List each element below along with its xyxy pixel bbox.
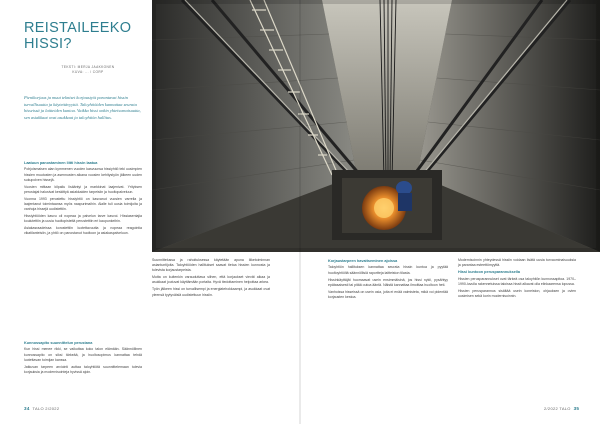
body-paragraph: Mutta on kuitenkin varauduttava siihen, että korjaukset vievät aikaa ja asukkaat joutuvat käyttämään portaita. Hyvä tiedottaminen helpottaa arkea. (152, 275, 270, 285)
folio-label: TALO 2/2022 (32, 406, 60, 411)
headline-line-2: HISSI? (24, 36, 72, 52)
body-paragraph: Hissien perusparannus sisältää usein koneiston, ohjauksen ja ovien uusimisen sekä korin modernisoinnin. (458, 288, 576, 298)
article-credits (40, 65, 136, 75)
elevator-shaft-photo (152, 0, 600, 252)
folio-right (544, 406, 579, 411)
right-column-2 (458, 258, 576, 301)
credits-photo: KUVA: ... / CORP (72, 70, 104, 74)
left-column-2 (24, 340, 142, 377)
credits-text: TEKSTI: MERJA JAAKKONEN (61, 65, 115, 69)
body-paragraph: Taloyhtiön hallituksen kannattaa seurata hissin kuntoa ja pyytää huoltoyhtiöltä säännöllisiä raportteja laitteiston tilasta. (328, 265, 448, 275)
headline-line-1: REISTAILEEKO (24, 20, 132, 36)
body-paragraph: Vuosien mittaan kilpailu lisääntyi ja markkinat laajenivat. Yrityksen perustajat halusivat keskittyä asiakkaiden tarpeisiin ja huoltopalveluun. (24, 184, 142, 194)
article-headline (24, 20, 134, 52)
left-column-1 (24, 160, 142, 239)
section-heading: Laatuun panostaminen liitti hissin laatua (24, 161, 98, 165)
folio-label: 2/2022 TALO (544, 406, 571, 411)
body-paragraph: Modernisoinnin yhteydessä hissiin voidaan lisätä uusia turvaominaisuuksia ja parantaa esteettömyyttä. (458, 258, 576, 268)
section-heading: Korjaustarpeen havaitseminen ajoissa (328, 259, 398, 263)
article-lead: Pienikorjaus ja muut tekniset korjaustyöt parantavat hissin turvallisuutta ja käytettävyyttä. Taloyhtiöiden kannattaa seurata hisseissä ja laitteiden kuntoa. Vaikka hissi onkin yhteisomaisuutta, sen asiakkaat ovat asukkaat ja taloyhtiön hallitus. (24, 95, 141, 120)
page-number: 34 (24, 406, 30, 411)
body-paragraph: Jatkuvan tarpeen arviointi auttaa taloyhtiötä suunnittelemaan tulevia korjauksia ja modernisointeja hyvissä ajoin. (24, 364, 142, 374)
body-paragraph: Työn jälkeen hissi on turvallisempi ja energiatehokkaampi, ja asukkaat ovat yleensä tyytyväisiä uudistettuun hissiin. (152, 287, 270, 297)
section-heading: Hissi kuntoon perusparannuksella (458, 270, 521, 275)
body-paragraph: Hissinkäyttäjät huomaavat usein ensimmäisinä, jos hissi nykii, pysähtyy epätasaisesti tai pitää outoa ääntä. Näistä kannattaa ilmoittaa huoltoon heti. (328, 277, 448, 287)
page-number: 35 (573, 406, 580, 411)
folio-left (24, 406, 59, 411)
body-paragraph: Kun hissi menee rikki, se vaikuttaa koko talon elämään. Säännöllinen kunnossapito on siksi tärkeää, ja huoltosopimus kannattaa tehdä luotettavan toimijan kanssa. (24, 347, 142, 362)
right-column-1 (328, 258, 448, 302)
body-paragraph: Hissien perusparannukset ovat tärkeä osa taloyhtiön kunnossapitoa. 1970–1990-luvulla rakennetuissa taloissa hissit alkavat olla elinkaarensa lopussa. (458, 276, 576, 286)
section-heading: Kunnossapito suunnittelun perustana (24, 341, 93, 345)
body-paragraph: Suunnittelussa ja rahoituksessa käytetään apuna liiketoiminnan asiantuntijoita. Taloyhtiöiden hallitukset saavat tietoa hissien kunnosta ja tulevista korjaustarpeista. (152, 258, 270, 273)
body-paragraph: Vuonna 1993 perustettu hissiyhtiö on kasvanut vuosien varrella ja laajentanut toimintaansa myös naapurimaihin. Alalle tuli uusia toimijoita ja vanhoja hissejä uudistettiin. (24, 196, 142, 212)
body-paragraph: Asiakasraadeissa korostettiin luotettavuutta ja nopeaa reagointia vikatilanteisiin, ja yhtiö on panostanut huoltoon ja asiakaspalveluun. (24, 226, 142, 236)
body-paragraph: Pohjoismaisen alan kymmenen vuoden kasvuunsa hissiyhtiö teki uusimpien hissien muutosten ja asennusten aikana vuosien kehitystyön jälkeen uuden sukupolven hissejä. (24, 167, 142, 182)
body-paragraph: Vanhoissa hisseissä on usein osia, joita ei enää valmisteta, mikä voi pidentää korjausten kestoa. (328, 289, 448, 299)
left-column-3 (152, 258, 270, 300)
body-paragraph: Hissiyhtiöiden kasvu oli nopeaa ja palvelun tarve kasvoi. Hissiasentajia koulutettiin ja uusia huoltopisteitä perustettiin eri kaupunkeihin. (24, 214, 142, 224)
spread-gutter (299, 0, 301, 424)
